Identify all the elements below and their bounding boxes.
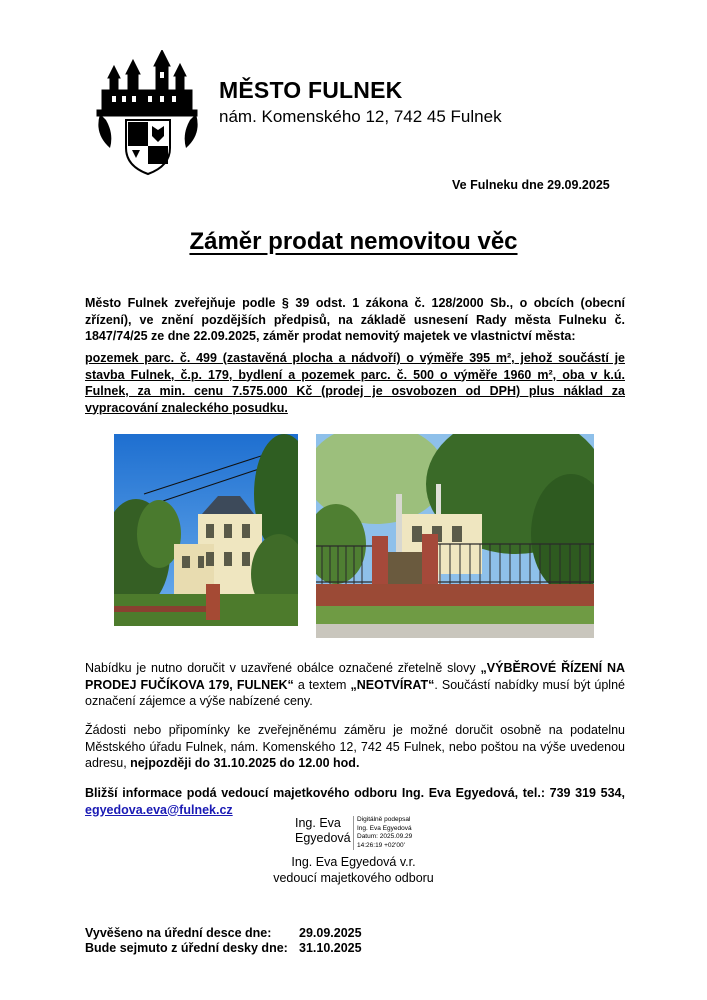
removal-label: Bude sejmuto z úřední desky dne: — [85, 941, 288, 955]
town-coat-of-arms-logo — [92, 50, 204, 176]
intro-paragraph: Město Fulnek zveřejňuje podle § 39 odst. 1 zákona č. 128/2000 Sb., o obcích (obecní zřízení), ve znění pozdějších předpisů, na základě usnesení Rady města Fulneku č. 1847/74/25 ze dne 22.09.2025, záměr prodat nemovitý majetek ve vlastnictví města: — [85, 296, 625, 343]
contact-paragraph: Bližší informace podá vedoucí majetkového odboru Ing. Eva Egyedová, tel.: 739 319 534, egyedova.eva@fulnek.cz — [85, 786, 625, 817]
posted-label: Vyvěšeno na úřední desce dne: — [85, 926, 272, 940]
removal-date: 31.10.2025 — [299, 941, 362, 955]
contact-email-link[interactable]: egyedova.eva@fulnek.cz — [85, 802, 233, 817]
organization-address: nám. Komenského 12, 742 45 Fulnek — [219, 107, 502, 126]
signatory-role: vedoucí majetkového odboru — [273, 871, 434, 885]
parcel-description: pozemek parc. č. 499 (zastavěná plocha a nádvoří) o výměře 395 m², jehož součástí je stavba Fulnek, č.p. 179, bydlení a pozemek parc. č. 500 o výměře 1960 m², oba v k.ú. Fulnek, za min. cenu 7.575.000 Kč (prodej je osvobozen od DPH) plus náklad za vypracování znaleckého posudku. — [85, 351, 625, 415]
signature-meta-line: Datum: 2025.09.29 — [357, 833, 413, 840]
signature-meta-line: Ing. Eva Egyedová — [357, 824, 412, 832]
document-date: Ve Fulneku dne 29.09.2025 — [452, 178, 610, 192]
posted-date: 29.09.2025 — [299, 926, 362, 940]
removal-date-row — [85, 941, 362, 955]
signature-name-line1: Ing. Eva — [295, 816, 341, 830]
signature-meta-line: 14:26:19 +02'00' — [357, 841, 405, 849]
deadline-paragraph: Žádosti nebo připomínky ke zveřejněnému záměru je možné doručit osobně na podatelnu Městského úřadu Fulnek, nám. Komenského 12, 742 45 Fulnek, nebo poštou na výše uvedenou adresu, nejpozději do 31.10.2025 do 12.00 hod. — [85, 723, 625, 770]
signature-name-line2: Egyedová — [295, 831, 351, 845]
posted-date-row — [85, 926, 362, 940]
signature-meta-line: Digitálně podepsal — [357, 816, 411, 823]
document-heading: Záměr prodat nemovitou věc — [189, 228, 518, 255]
digital-signature-metadata — [353, 816, 412, 850]
signatory-name: Ing. Eva Egyedová v.r. — [291, 855, 416, 869]
offer-instructions-paragraph: Nabídku je nutno doručit v uzavřené obálce označené zřetelně slovy „VÝBĚROVÉ ŘÍZENÍ NA PRODEJ FUČÍKOVA 179, FULNEK“ a textem „NEOTVÍRAT“. Součástí nabídky musí být úplné označení zájemce a výše nabízené ceny. — [85, 661, 626, 708]
digital-signature-name — [295, 816, 351, 846]
villa-photo — [114, 434, 298, 626]
garden-gate-photo — [316, 434, 594, 638]
organization-title: MĚSTO FULNEK — [219, 77, 403, 103]
